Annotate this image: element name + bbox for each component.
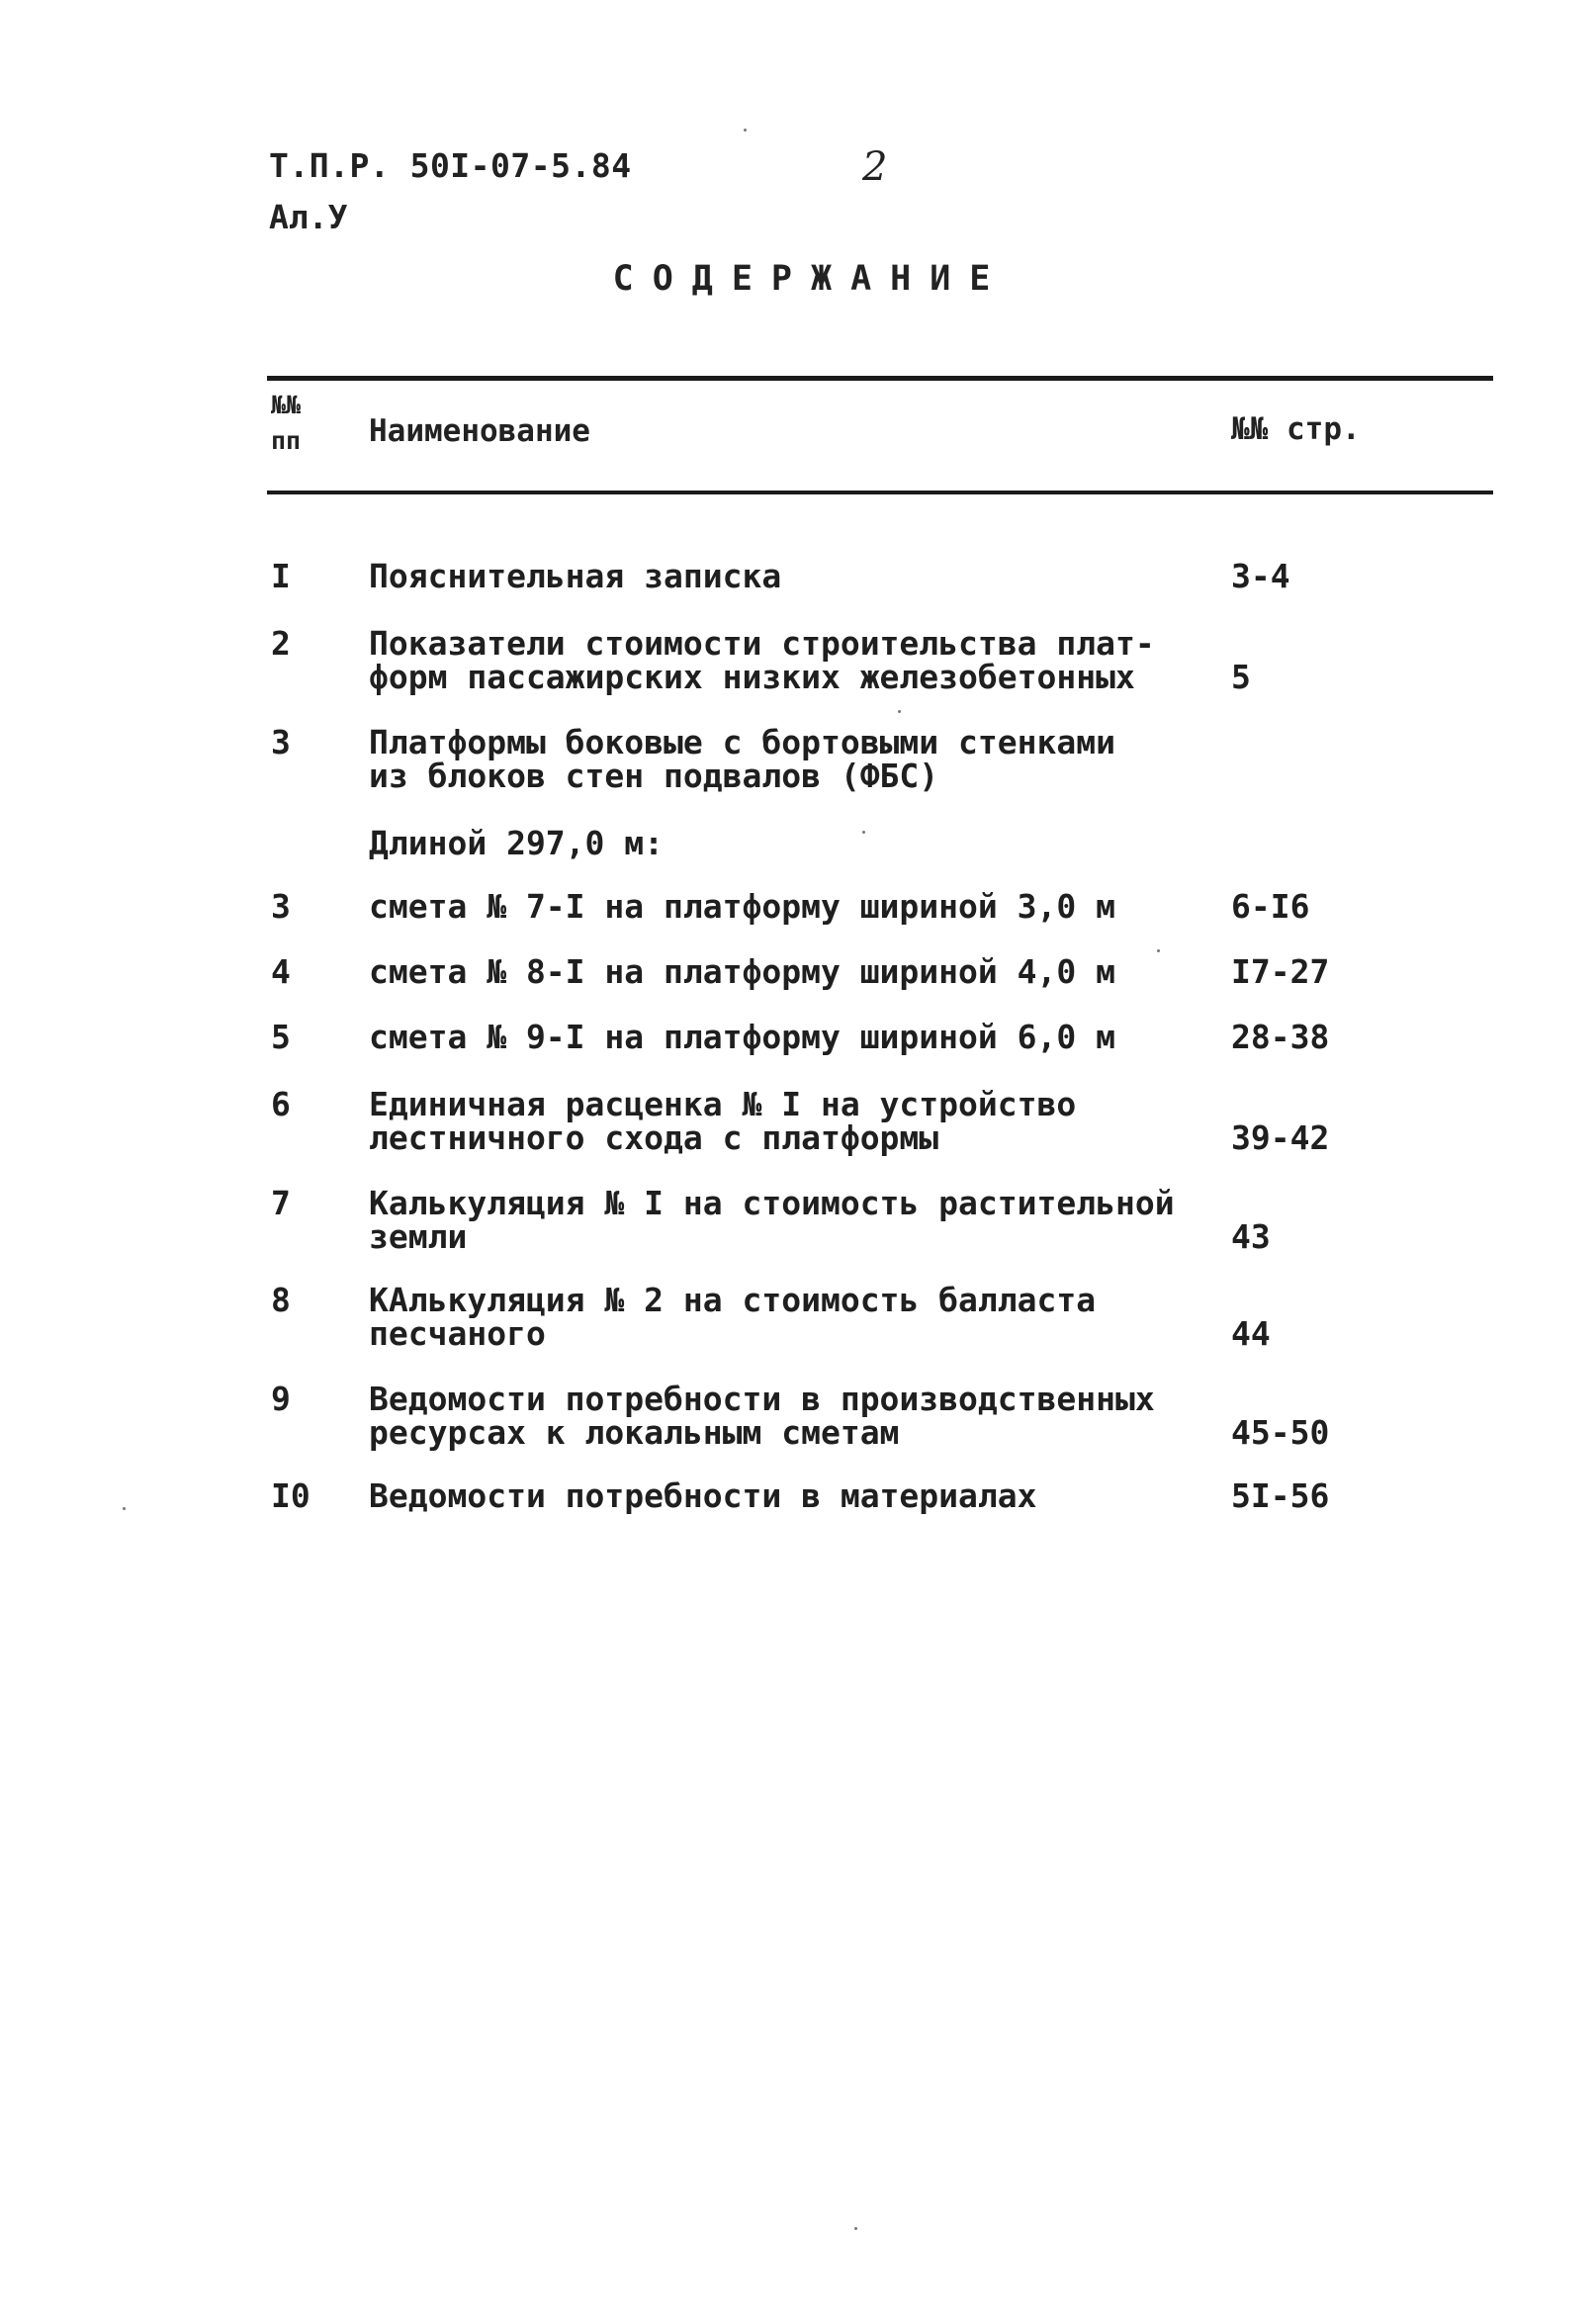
- page-title: СОДЕРЖАНИЕ: [612, 259, 1010, 299]
- row-number: 8: [271, 1281, 291, 1319]
- row-pages: 43: [1231, 1217, 1271, 1256]
- row-name: Пояснительная записка: [369, 557, 782, 595]
- row-pages: 5: [1231, 658, 1251, 696]
- table-header-rule: [267, 491, 1493, 494]
- row-pages: 6-I6: [1231, 887, 1310, 926]
- row-name: смета № 9-I на платформу шириной 6,0 м: [369, 1018, 1115, 1056]
- row-name: Единичная расценка № I на устройство лестничного схода с платформы: [369, 1085, 1077, 1157]
- row-name: Ведомости потребности в материалах: [369, 1476, 1037, 1515]
- scan-speck: [744, 129, 747, 132]
- row-number: 2: [271, 624, 291, 663]
- row-number: 7: [271, 1184, 291, 1222]
- column-header-number: №№ пп: [271, 391, 302, 455]
- column-header-name: Наименование: [369, 413, 590, 449]
- scan-speck: [862, 831, 865, 834]
- row-pages: 44: [1231, 1314, 1271, 1353]
- row-number: I: [271, 557, 291, 595]
- row-pages: I7-27: [1231, 952, 1330, 991]
- document-code: Т.П.Р. 50I-07-5.84: [269, 146, 632, 185]
- row-name: КАлькуляция № 2 на стоимость балласта песчаного: [369, 1281, 1097, 1353]
- row-number: I0: [271, 1476, 310, 1515]
- row-number: 3: [271, 887, 291, 926]
- row-name: смета № 7-I на платформу шириной 3,0 м: [369, 887, 1115, 926]
- row-name: Ведомости потребности в производственных ресурсах к локальным сметам: [369, 1380, 1155, 1452]
- row-name: смета № 8-I на платформу шириной 4,0 м: [369, 952, 1115, 991]
- column-header-pages: №№ стр.: [1231, 411, 1361, 447]
- row-number: 5: [271, 1018, 291, 1056]
- row-pages: 45-50: [1231, 1413, 1330, 1452]
- row-number: 3: [271, 723, 291, 761]
- row-number: 9: [271, 1380, 291, 1418]
- album-label: Ал.У: [269, 198, 348, 236]
- row-name: Платформы боковые с бортовыми стенками из блоков стен подвалов (ФБС): [369, 723, 1115, 795]
- row-name: Калькуляция № I на стоимость растительной земли: [369, 1184, 1175, 1256]
- table-top-rule: [267, 376, 1493, 381]
- row-pages: 39-42: [1231, 1118, 1330, 1157]
- scan-speck: [854, 2227, 857, 2230]
- page-number: 2: [862, 144, 888, 190]
- row-name: Показатели стоимости строительства плат- форм пассажирских низких железобетонных: [369, 624, 1155, 696]
- row-pages: 3-4: [1231, 557, 1290, 595]
- scan-speck: [898, 710, 901, 713]
- row-pages: 28-38: [1231, 1018, 1330, 1056]
- row-number: 4: [271, 952, 291, 991]
- row-pages: 5I-56: [1231, 1476, 1330, 1515]
- scan-speck: [1157, 949, 1160, 952]
- scan-speck: [123, 1507, 126, 1510]
- row-number: 6: [271, 1085, 291, 1123]
- row-name: Длиной 297,0 м:: [369, 824, 665, 862]
